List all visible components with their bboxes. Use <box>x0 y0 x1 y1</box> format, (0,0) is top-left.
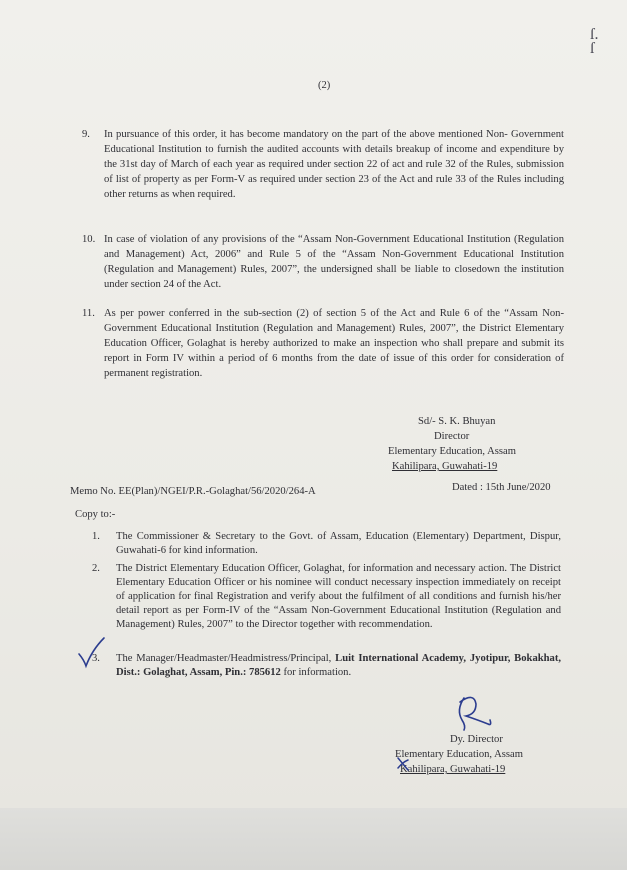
paragraph-number: 11. <box>82 308 95 319</box>
copy-item-number: 2. <box>92 563 100 574</box>
paragraph-9 <box>82 127 564 202</box>
memo-number: Memo No. EE(Plan)/NGEI/P.R.-Golaghat/56/2020/264-A <box>70 486 316 497</box>
paragraph-text: In case of violation of any provisions of the “Assam Non-Government Educational Institution (Regulation and Management) Act, 2006” and Rule 5 of the “Assam Non-Government Educational Institution (Regulation and Management) Rules, 2007”, the undersigned shall be liable to closedown the institution under section 24 of the Act. <box>104 234 564 290</box>
paragraph-11 <box>82 306 564 381</box>
institution-name: Luit International Academy, Jyotipur, Bokakhat, Dist.: Golaghat, Assam, Pin.: 785612 <box>116 653 561 678</box>
signatory-name: Sd/- S. K. Bhuyan <box>418 416 496 427</box>
signatory-address: Kahilipara, Guwahati-19 <box>392 461 498 472</box>
signatory-department: Elementary Education, Assam <box>395 749 523 760</box>
copy-item-1 <box>92 530 561 558</box>
handwritten-signature-icon <box>448 690 496 734</box>
copy-item-number: 3. <box>92 653 100 664</box>
signatory-title: Dy. Director <box>450 734 503 745</box>
handwritten-tick-icon <box>76 636 106 670</box>
copy-item-text-post: for information. <box>280 667 352 678</box>
copy-item-text: The District Elementary Education Officer, Golaghat, for information and necessary action. The District Elementary Education Officer or his nominee will conduct necessary inspection immediately on receipt of application for final Registration and verify about the fulfilment of all conditions and furnish his/her detail report as per Form-IV of the “Assam Non-Government Educational Institution (Regulation and Management) Rules, 2007” to the Director together with recommendation. <box>116 563 561 630</box>
deputy-director-signature-block <box>395 732 565 777</box>
handwritten-mark-icon <box>396 756 410 772</box>
signatory-title: Director <box>434 431 470 442</box>
copy-item-text-pre: The Manager/Headmaster/Headmistress/Principal, <box>116 653 336 664</box>
memo-date: Dated : 15th June/2020 <box>452 482 551 493</box>
corner-mark: ſ. ſ <box>590 26 599 57</box>
director-signature-block <box>380 414 560 474</box>
scan-bottom-band <box>0 808 627 870</box>
copy-item-2 <box>92 562 561 632</box>
signatory-address: Kahilipara, Guwahati-19 <box>400 764 506 775</box>
paragraph-number: 9. <box>82 129 90 140</box>
copy-item-text: The Commissioner & Secretary to the Govt. of Assam, Education (Elementary) Department, Dispur, Guwahati-6 for kind information. <box>116 531 561 556</box>
paragraph-number: 10. <box>82 234 96 245</box>
copy-to-heading: Copy to:- <box>75 509 116 520</box>
paragraph-text: As per power conferred in the sub-section (2) of section 5 of the Act and Rule 6 of the “Assam Non-Government Educational Institution (Regulation and Management) Rules, 2007”, the District Elementary Education Officer, Golaghat is hereby authorized to make an inspection who shall prepare and submit its report in Form IV within a period of 6 months from the date of issue of this order for consideration of permanent registration. <box>104 308 564 379</box>
copy-item-number: 1. <box>92 531 100 542</box>
copy-item-3 <box>92 652 561 680</box>
paragraph-10 <box>82 232 564 292</box>
page-number: (2) <box>318 80 331 91</box>
paragraph-text: In pursuance of this order, it has become mandatory on the part of the above mentioned Non- Government Educational Institution to furnish the audited accounts with details breakup of income and expenditure by the 31st day of March of each year as required under section 22 of act and rule 32 of the Rules, submission of list of property as per Form-V as required under section 23 of the Act and rule 33 of the Rules including other returns as when required. <box>104 129 564 200</box>
signatory-department: Elementary Education, Assam <box>388 446 516 457</box>
